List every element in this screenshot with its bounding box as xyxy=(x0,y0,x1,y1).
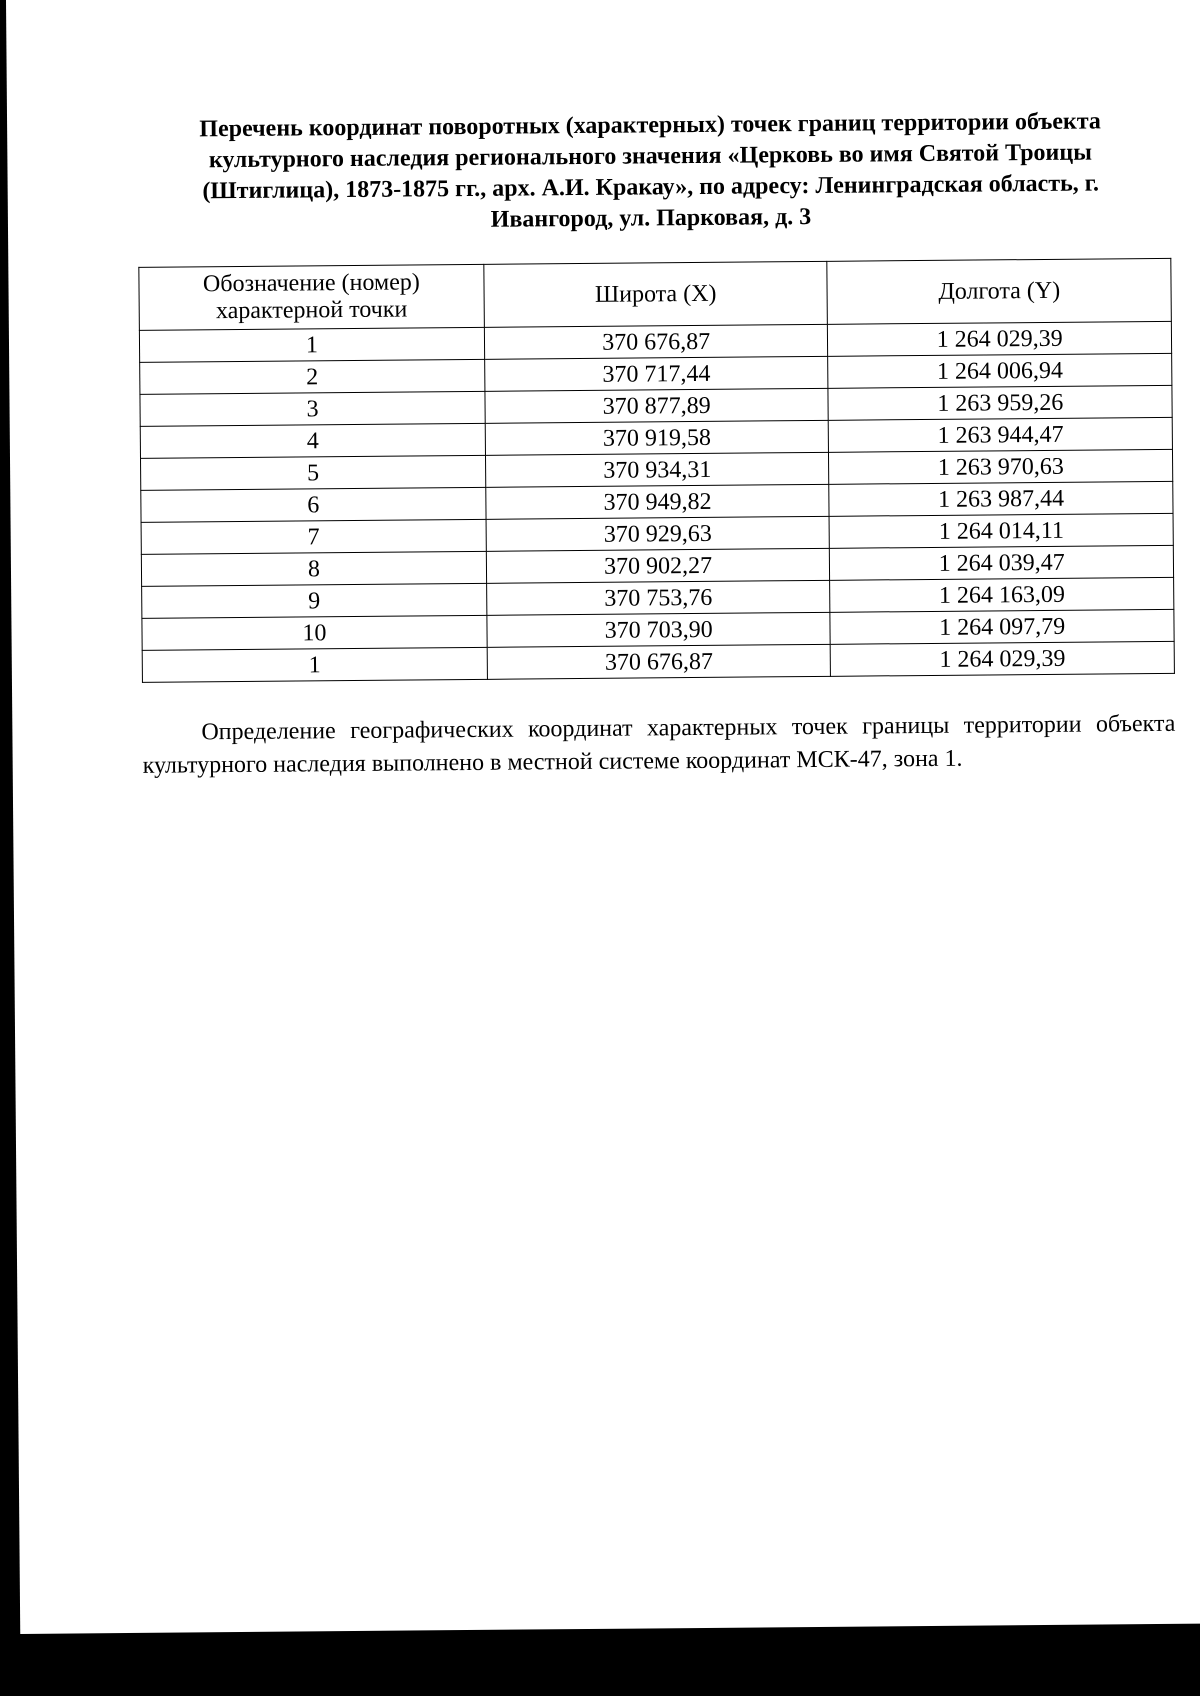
longitude-cell: 1 264 029,39 xyxy=(831,641,1175,676)
point-number-cell: 6 xyxy=(141,487,486,522)
point-number-cell: 7 xyxy=(141,519,486,554)
longitude-cell: 1 264 014,11 xyxy=(829,513,1173,548)
longitude-cell: 1 263 959,26 xyxy=(828,385,1172,420)
coordinates-table xyxy=(138,258,1175,683)
latitude-cell: 370 676,87 xyxy=(487,644,831,679)
latitude-cell: 370 949,82 xyxy=(486,484,830,519)
longitude-cell: 1 264 163,09 xyxy=(830,577,1174,612)
latitude-cell: 370 934,31 xyxy=(485,452,829,487)
longitude-cell: 1 263 944,47 xyxy=(829,417,1173,452)
document-title: Перечень координат поворотных (характерных) точек границ территории объекта культурного наследия регионального значения «Церковь во имя Святой Троицы (Штиглица), 1873-1875 гг., арх. А.И. Кракау», по адресу: Ленинградская область, г. Ивангород, ул. Парковая, д. 3 xyxy=(199,108,1101,233)
latitude-cell: 370 717,44 xyxy=(484,356,828,391)
longitude-cell: 1 263 970,63 xyxy=(829,449,1173,484)
longitude-cell: 1 264 006,94 xyxy=(828,353,1172,388)
latitude-header: Широта (X) xyxy=(484,261,828,327)
point-number-cell: 2 xyxy=(140,359,485,394)
point-number-cell: 4 xyxy=(140,423,485,458)
latitude-cell: 370 877,89 xyxy=(485,388,829,423)
latitude-cell: 370 753,76 xyxy=(486,580,830,615)
point-number-cell: 1 xyxy=(142,647,487,682)
latitude-cell: 370 902,27 xyxy=(486,548,830,583)
latitude-cell: 370 929,63 xyxy=(486,516,830,551)
point-number-cell: 1 xyxy=(139,327,484,362)
table-header-row xyxy=(139,258,1172,330)
latitude-cell: 370 703,90 xyxy=(487,612,831,647)
longitude-cell: 1 264 097,79 xyxy=(830,609,1174,644)
latitude-cell: 370 919,58 xyxy=(485,420,829,455)
longitude-header: Долгота (Y) xyxy=(827,258,1171,324)
point-number-cell: 3 xyxy=(140,391,485,426)
coordinate-system-note: Определение географических координат характерных точек границы территории объекта культурного наследия выполнено в местной системе координат МСК-47, зона 1. xyxy=(142,710,1176,779)
longitude-cell: 1 264 029,39 xyxy=(828,321,1172,356)
point-number-cell: 5 xyxy=(141,455,486,490)
document-page xyxy=(6,0,1200,1634)
point-number-cell: 10 xyxy=(142,615,487,650)
longitude-cell: 1 263 987,44 xyxy=(829,481,1173,516)
longitude-cell: 1 264 039,47 xyxy=(830,545,1174,580)
point-number-header: Обозначение (номер) характерной точки xyxy=(139,264,484,330)
point-number-cell: 8 xyxy=(141,551,486,586)
latitude-cell: 370 676,87 xyxy=(484,324,828,359)
point-number-cell: 9 xyxy=(142,583,487,618)
